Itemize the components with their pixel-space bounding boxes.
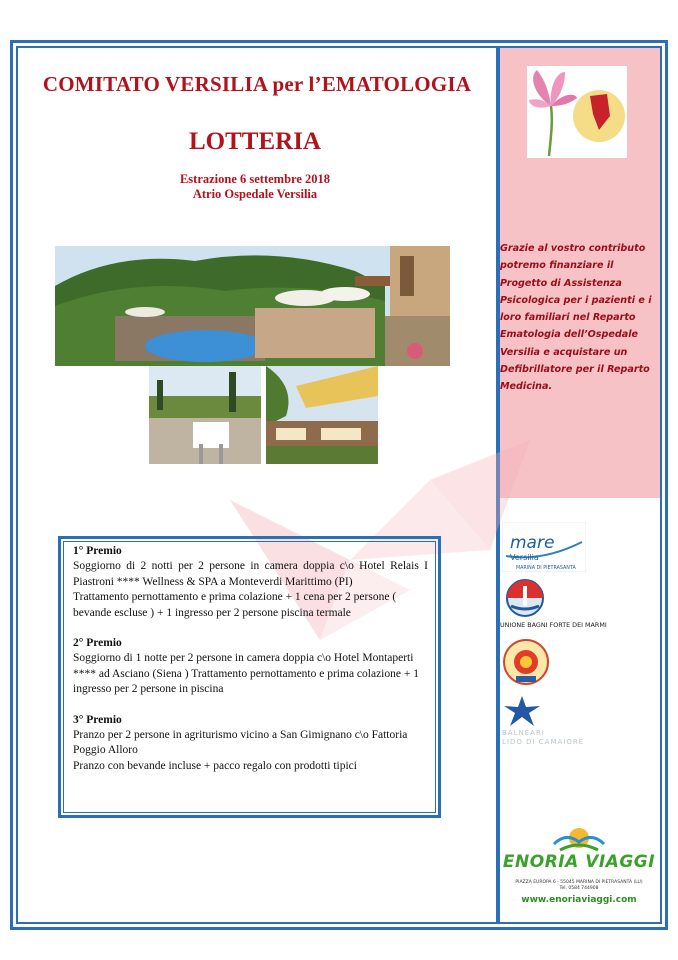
- enoria-website-link[interactable]: www.enoriaviaggi.com: [521, 895, 637, 905]
- restaurant-photo: [266, 366, 378, 464]
- terrace-photo: [149, 366, 261, 464]
- mare-versilia-logo: [502, 522, 586, 572]
- svg-text:Versilia: Versilia: [510, 553, 539, 562]
- comitato-logo: [527, 66, 627, 158]
- prize-2-title: 2° Premio: [73, 637, 122, 650]
- draw-location: Atrio Ospedale Versilia: [192, 187, 318, 201]
- sun-waves-icon: [500, 822, 658, 852]
- balneari-line2: LIDO DI CAMAIORE: [502, 738, 585, 746]
- association-seal-logo: [502, 636, 550, 688]
- enoria-address-line: PIAZZA EUROPA 6 - 55045 MARINA DI PIETRASANTA (LU): [515, 880, 643, 885]
- unione-bagni-logo: [502, 578, 548, 618]
- prize-1-treatment: Trattamento pernottamento e prima colazione + 1 cena per 2 persone ( bevande escluse ) + 1 ingresso per 2 persone piscina termale: [73, 591, 397, 619]
- balneari-label: [502, 729, 612, 747]
- prize-1-description: Soggiorno di 2 notti per 2 persone in camera doppia c\o Hotel Relais I Piastroni **** Wellness & SPA a Monteverdi Marittimo (PI): [73, 560, 428, 588]
- prize-2-description: Soggiorno di 1 notte per 2 persone in camera doppia c\o Hotel Montaperti **** ad Asciano (Siena ) Trattamento pernottamento e prima colazione + 1 ingresso per 2 persone in piscina: [73, 652, 419, 696]
- prize-1-title: 1° Premio: [73, 545, 122, 557]
- unione-bagni-label: UNIONE BAGNI FORTE DEI MARMI: [500, 621, 607, 629]
- page-title: COMITATO VERSILIA per l’EMATOLOGIA: [42, 72, 472, 96]
- balneari-line1: BALNEARI: [502, 729, 545, 737]
- prize-3-title: 3° Premio: [73, 713, 122, 726]
- prize-3-description: Pranzo per 2 persone in agriturismo vicino a San Gimignano c\o Fattoria Poggio Alloro: [73, 729, 408, 757]
- prizes-list: [73, 544, 428, 774]
- prize-3-extra: Pranzo con bevande incluse + pacco regalo con prodotti tipici: [73, 759, 357, 772]
- event-title: LOTTERIA: [189, 128, 321, 155]
- enoria-address: [500, 880, 658, 892]
- thanks-message: Grazie al vostro contributo potremo finanziare il Progetto di Assistenza Psicologica per i pazienti e i loro familiari nel Reparto Ematologia dell’Ospedale Versilia e acquistare un Defibrillatore per il Reparto Medicina.: [500, 243, 652, 393]
- star-logo: [502, 694, 544, 728]
- enoria-viaggi-logo: [500, 822, 658, 910]
- svg-text:MARINA DI PIETRASANTA: MARINA DI PIETRASANTA: [516, 566, 576, 571]
- enoria-phone: Tel. 0584 744908: [559, 886, 599, 891]
- draw-date: Estrazione 6 settembre 2018: [179, 172, 331, 186]
- svg-text:mare: mare: [510, 533, 555, 553]
- hotel-pool-photo: [55, 246, 450, 366]
- enoria-name: ENORIA VIAGGI: [502, 852, 656, 872]
